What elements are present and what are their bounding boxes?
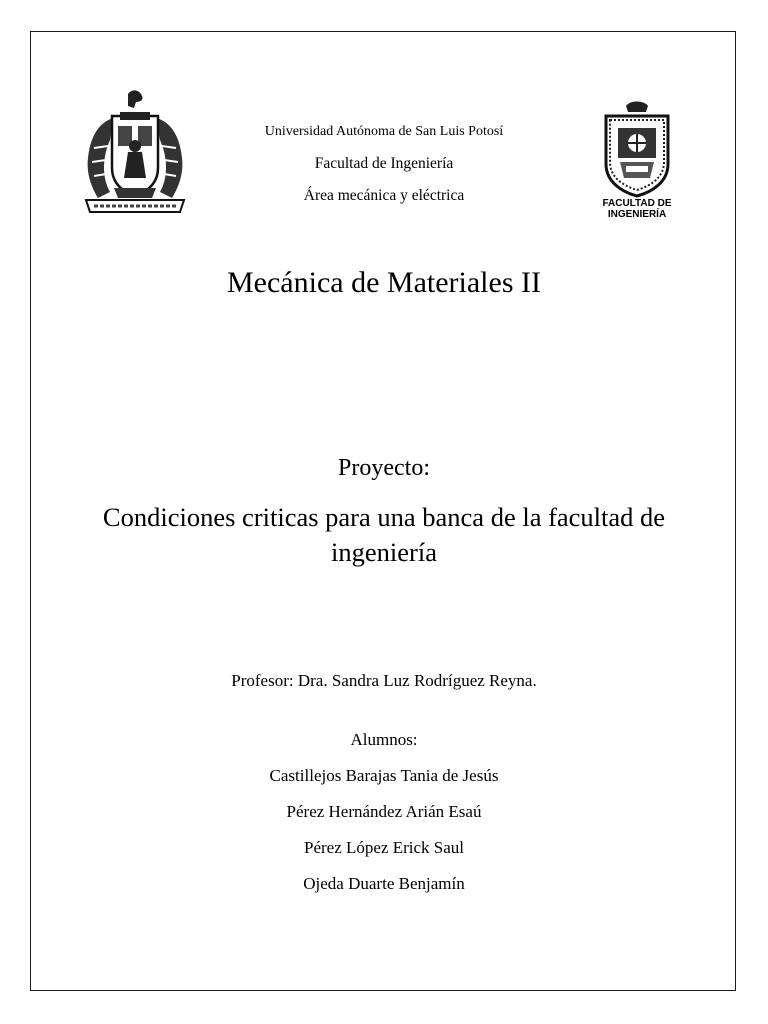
faculty-name: Facultad de Ingeniería bbox=[314, 155, 454, 172]
student-name: Pérez Hernández Arián Esaú bbox=[286, 802, 482, 821]
professor-name: Profesor: Dra. Sandra Luz Rodríguez Reyna. bbox=[231, 671, 537, 690]
students-label: Alumnos: bbox=[350, 730, 418, 749]
area-name: Área mecánica y eléctrica bbox=[303, 187, 465, 204]
project-label: Proyecto: bbox=[338, 455, 430, 481]
student-name: Pérez López Erick Saul bbox=[303, 838, 464, 857]
course-title: Mecánica de Materiales II bbox=[227, 266, 541, 299]
student-name: Ojeda Duarte Benjamín bbox=[303, 874, 465, 893]
faculty-logo-caption-line2: INGENIERÍA bbox=[607, 209, 667, 220]
faculty-logo-caption-line1: FACULTAD DE bbox=[602, 198, 672, 209]
student-name: Castillejos Barajas Tania de Jesús bbox=[269, 766, 499, 785]
project-title: Condiciones criticas para una banca de la facultad de ingeniería bbox=[102, 502, 666, 567]
university-name: Universidad Autónoma de San Luis Potosí bbox=[264, 124, 504, 139]
